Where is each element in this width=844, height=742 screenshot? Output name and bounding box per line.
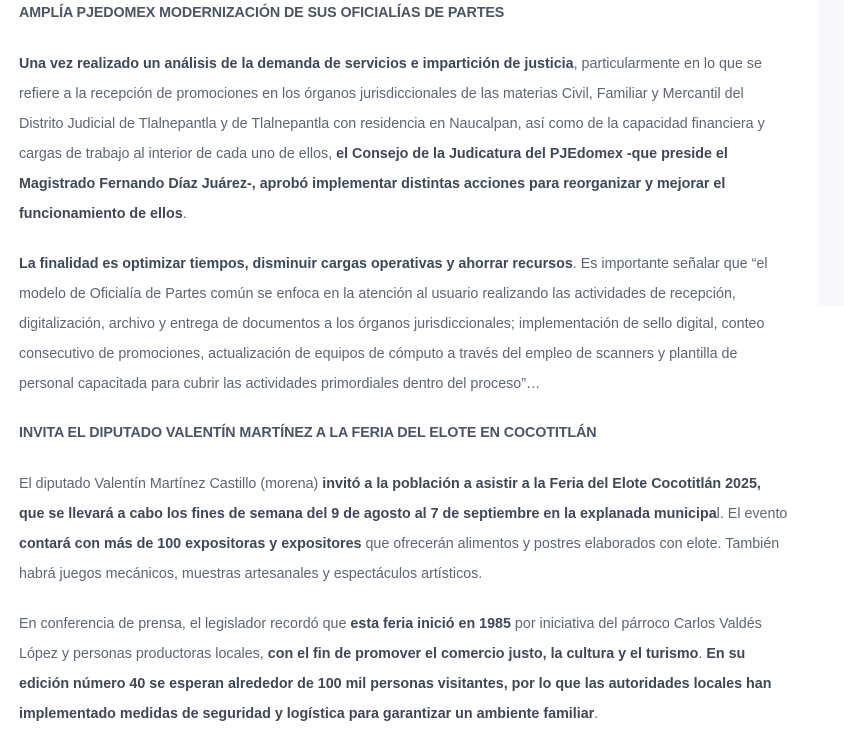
article-paragraph — [19, 609, 789, 729]
bold-text: La finalidad es optimizar tiempos, disminuir cargas operativas y ahorrar recursos — [19, 256, 573, 272]
bold-text: esta feria inició en 1985 — [350, 616, 511, 632]
body-text: El diputado Valentín Martínez Castillo (morena) — [19, 476, 323, 492]
article-paragraph — [19, 249, 789, 399]
body-text: , particularmente en lo que se refiere a la recepción de promociones en los órganos jurisdiccionales de las materias Civil, Familiar y Mercantil del Distrito Judicial de Tlalnepantla y de Tlalnepantla con residencia en Naucalpan, así como de la capacidad financiera y cargas de trabajo al interior de cada uno de ellos, — [19, 56, 765, 162]
body-text: . — [182, 206, 187, 222]
bold-text: el Consejo de la Judicatura del PJEdomex -que preside el Magistrado Fernando Díaz Juárez-, aprobó implementar distintas acciones para reorganizar y mejorar el funcionamiento de ellos — [19, 146, 728, 222]
bold-text: En su edición número 40 se esperan alrededor de 100 mil personas visitantes, por lo que las autoridades locales han implementado medidas de seguridad y logística para garantizar un ambiente familiar — [19, 646, 772, 722]
article-headline-pjedomex: AMPLÍA PJEDOMEX MODERNIZACIÓN DE SUS OFICIALÍAS DE PARTES — [19, 5, 505, 21]
body-text: . — [698, 646, 707, 662]
article-paragraph — [19, 49, 789, 229]
bold-text: contará con más de 100 expositoras y expositores — [19, 536, 362, 552]
article-paragraph — [19, 469, 789, 589]
bold-text: Una vez realizado un análisis de la demanda de servicios e impartición de justicia — [19, 56, 574, 72]
body-text: . — [594, 706, 599, 722]
body-text: que ofrecerán alimentos y postres elaborados con elote. También habrá juegos mecánicos, muestras artesanales y espectáculos artísticos. — [19, 536, 780, 582]
body-text: En conferencia de prensa, el legislador recordó que — [19, 616, 351, 632]
body-text: . Es importante señalar que “el modelo de Oficialía de Partes común se enfoca en la atención al usuario realizando las actividades de recepción, digitalización, archivo y entrega de documentos a los órganos jurisdiccionales; implementación de sello digital, conteo consecutivo de promociones, actualización de equipos de cómputo a través del empleo de scanners y plantilla de personal capacitada para cubrir las actividades primordiales dentro del proceso”… — [19, 256, 768, 392]
bold-text: con el fin de promover el comercio justo, la cultura y el turismo — [267, 646, 699, 662]
article-headline-feria-elote: INVITA EL DIPUTADO VALENTÍN MARTÍNEZ A LA FERIA DEL ELOTE EN COCOTITLÁN — [19, 425, 597, 441]
body-text: l. El evento — [716, 506, 788, 522]
sidebar-background — [818, 0, 844, 306]
body-text: por iniciativa del párroco Carlos Valdés López y personas productoras locales, — [19, 616, 762, 662]
bold-text: invitó a la población a asistir a la Feria del Elote Cocotitlán 2025, que se llevará a cabo los fines de semana del 9 de agosto al 7 de septiembre en la explanada municipa — [19, 476, 761, 522]
